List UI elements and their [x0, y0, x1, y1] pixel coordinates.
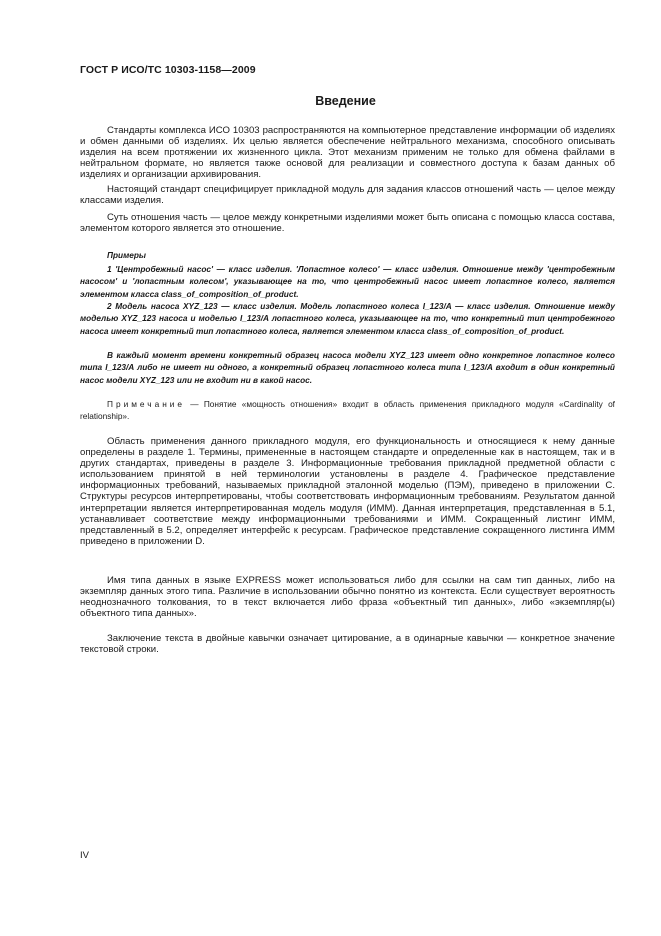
note-label: Примечание — [107, 399, 186, 409]
body-paragraph-2: Имя типа данных в языке EXPRESS может использоваться либо для ссылки на сам тип данных, либо на экземпляр данных этого типа. Различие в использовании обычно понятно из контекста. Если существует вероятность неоднозначного толкования, то в текст включается либо фраза «объектный тип данных», либо «экземпляр(ы) объектного типа данных». — [80, 575, 615, 620]
note-text: — Понятие «мощность отношения» входит в область применения прикладного модуля «Cardinality of relationship». — [80, 399, 615, 422]
body-paragraph-1: Область применения данного прикладного модуля, его функциональность и относящиеся к нему данные определены в разделе 1. Термины, примененные в настоящем стандарте и определенные как в настоящем, так и в других стандартах, приведены в разделе 3. Информационные требования прикладной предметной области с использованием принятой в ней терминологии установлены в разделе 4. Графическое представление информационных требований, называемых прикладной эталонной моделью (ПЭМ), приведено в приложении С. Структуры ресурсов интерпретированы, чтобы соответствовать информационным требованиям. Результатом данной интерпретации является интерпретированная модель модуля (ИММ). Данная интерпретация, представленная в 5.1, устанавливает соответствие между информационными требованиями и ИММ. Сокращенный листинг ИММ, представленный в 5.2, определяет интерфейс к ресурсам. Графическое представление сокращенного листинга ИММ приведено в приложении D. — [80, 436, 615, 547]
intro-paragraph-2: Настоящий стандарт специфицирует прикладной модуль для задания классов отношений часть — целое между классами изделия. — [80, 184, 615, 207]
example-2: 2 Модель насоса XYZ_123 — класс изделия. Модель лопастного колеса I_123/A — класс изделия. Отношение между моделью XYZ_123 насоса и моделью I_123/A лопастного колеса, указывающее на то, что конкретный тип центробежного насоса имеет конкретный тип лопастного колеса, является элементом класса class_of_composition_of_product. — [80, 301, 615, 336]
note — [80, 398, 615, 423]
intro-paragraph-3: Суть отношения часть — целое между конкретными изделиями может быть описана с помощью класса состава, элементом которого является это отношение. — [80, 212, 615, 235]
page-number: IV — [80, 850, 89, 861]
standard-designation: ГОСТ Р ИСО/ТС 10303-1158—2009 — [80, 64, 256, 76]
body-paragraph-3: Заключение текста в двойные кавычки означает цитирование, а в одинарные кавычки — конкретное значение текстовой строки. — [80, 633, 615, 656]
examples-heading: Примеры — [107, 250, 147, 260]
section-title: Введение — [315, 94, 376, 108]
example-3: В каждый момент времени конкретный образец насоса модели XYZ_123 имеет одно конкретное лопастное колесо типа I_123/A либо не имеет ни одного, а конкретный образец лопастного колеса типа I_123/A входит в один конкретный насос модели XYZ_123 или не входит ни в какой насос. — [80, 350, 615, 385]
example-1: 1 'Центробежный насос' — класс изделия. 'Лопастное колесо' — класс изделия. Отношение между 'центробежным насосом' и 'лопастным колесом', указывающее на то, что центробежный насос имеет лопастное колесо, является элементом класса class_of_composition_of_product. — [80, 264, 615, 299]
intro-paragraph-1: Стандарты комплекса ИСО 10303 распространяются на компьютерное представление информации об изделиях и обмен данными об изделиях. Их целью является обеспечение нейтрального механизма, способного описывать изделия на всем протяжении их жизненного цикла. Этот механизм применим не только для обмена файлами в нейтральном формате, но является также основой для реализации и совместного доступа к базам данных об изделиях и организации архивирования. — [80, 125, 615, 181]
